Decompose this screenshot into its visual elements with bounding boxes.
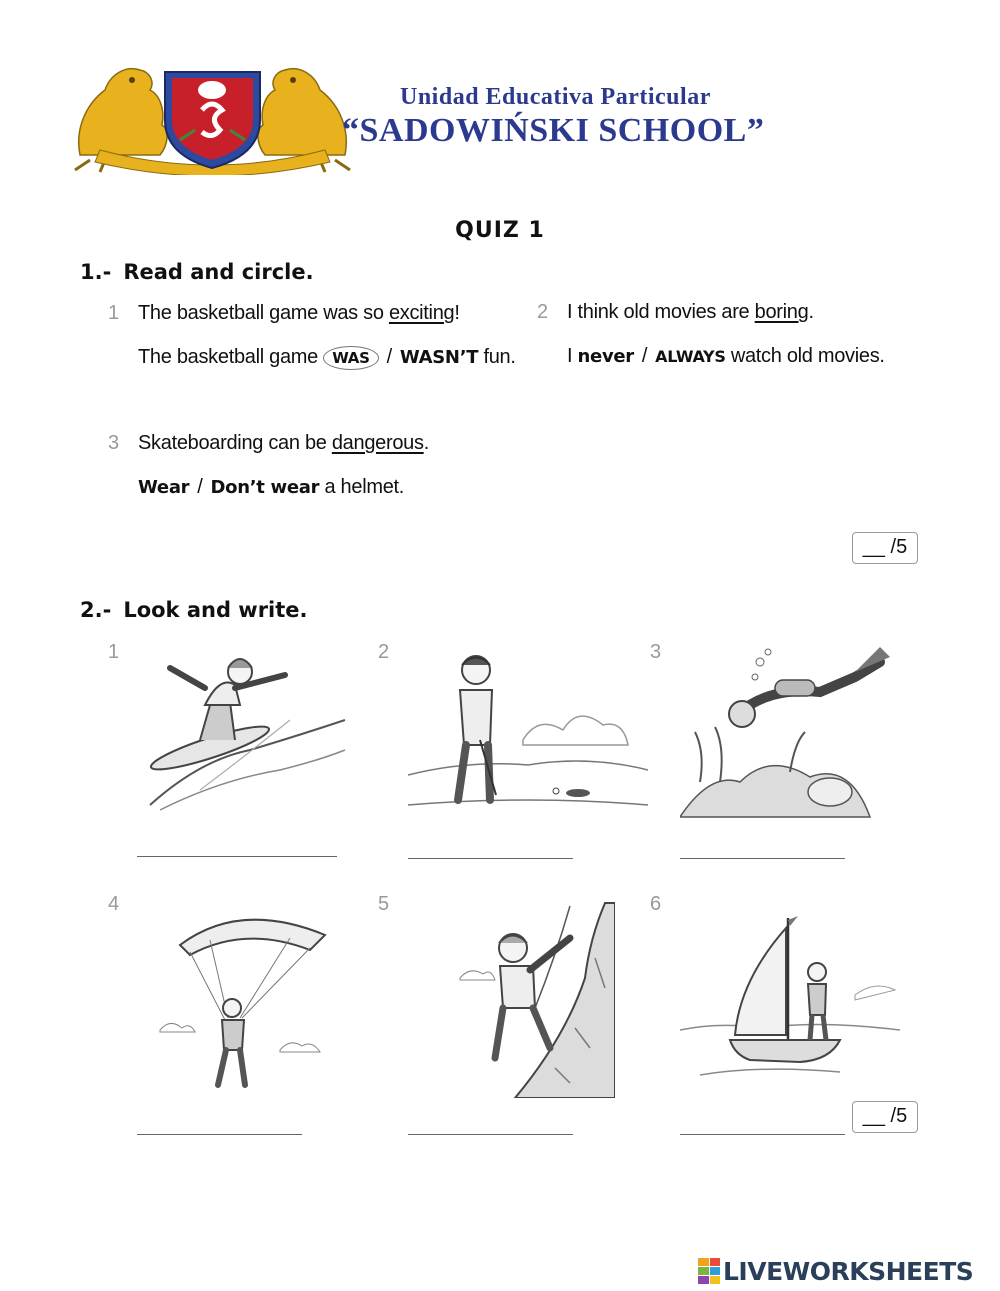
question1-sentence xyxy=(138,302,460,325)
picture-number: 6 xyxy=(650,893,662,915)
picture-number: 1 xyxy=(108,641,120,663)
picture-number: 3 xyxy=(650,641,662,663)
section1-heading xyxy=(80,260,314,284)
option-wasnt[interactable]: WASN’T xyxy=(399,347,479,368)
answer-line-6[interactable] xyxy=(680,1134,845,1135)
answer-line-3[interactable] xyxy=(680,858,845,859)
section2-number: 2.- xyxy=(80,598,112,622)
option-separator: / xyxy=(386,346,392,368)
option-separator: / xyxy=(641,345,648,367)
school-subtitle: Unidad Educativa Particular xyxy=(400,84,711,110)
question-number: 3 xyxy=(108,432,120,454)
section1-title: Read and circle. xyxy=(123,260,314,284)
question-number: 1 xyxy=(108,302,120,324)
question1-answer xyxy=(138,346,516,370)
picture-number: 2 xyxy=(378,641,390,663)
sentence-text: I think old movies are xyxy=(567,301,755,323)
option-wear[interactable]: Wear xyxy=(138,477,190,498)
picture-number: 5 xyxy=(378,893,390,915)
sentence-text: Skateboarding can be xyxy=(138,432,332,454)
sentence-text: . xyxy=(808,301,814,323)
liveworksheets-logo-icon xyxy=(698,1258,720,1284)
quiz-title: QUIZ 1 xyxy=(455,218,545,243)
question2-sentence xyxy=(567,301,814,324)
section2-title: Look and write. xyxy=(123,598,308,622)
golfing-icon xyxy=(408,645,648,815)
answer-text: fun. xyxy=(478,346,516,368)
rock-climbing-icon xyxy=(455,898,615,1098)
section2-score-box[interactable]: __ /5 xyxy=(852,1101,918,1133)
picture-number: 4 xyxy=(108,893,120,915)
answer-line-1[interactable] xyxy=(137,856,337,857)
section1-number: 1.- xyxy=(80,260,112,284)
answer-line-2[interactable] xyxy=(408,858,573,859)
option-always[interactable]: ALWAYS xyxy=(655,347,726,366)
sailing-icon xyxy=(680,910,900,1090)
answer-line-4[interactable] xyxy=(137,1134,302,1135)
answer-text: I xyxy=(567,345,578,367)
answer-text: The basketball game xyxy=(138,346,324,368)
school-name: “SADOWIŃSKI SCHOOL” xyxy=(342,112,765,149)
answer-line-5[interactable] xyxy=(408,1134,573,1135)
answer-text: a helmet. xyxy=(319,476,405,498)
school-crest-icon xyxy=(70,60,355,175)
scuba-diving-icon xyxy=(680,632,890,822)
option-never[interactable]: never xyxy=(577,346,634,367)
section2-heading xyxy=(80,598,308,622)
key-word: exciting xyxy=(388,302,455,324)
question3-sentence xyxy=(138,432,429,455)
section1-score-box[interactable]: __ /5 xyxy=(852,532,918,564)
question2-answer xyxy=(567,345,885,368)
liveworksheets-logo-text: LIVEWORKSHEETS xyxy=(723,1256,974,1286)
sentence-text: . xyxy=(423,432,429,454)
question-number: 2 xyxy=(537,301,549,323)
paragliding-icon xyxy=(150,900,335,1095)
key-word: boring xyxy=(754,301,809,323)
option-separator: / xyxy=(197,476,203,498)
sentence-text: ! xyxy=(454,302,460,324)
question3-answer xyxy=(138,476,404,499)
option-was-circled[interactable]: WAS xyxy=(323,346,378,370)
answer-text: watch old movies. xyxy=(725,345,885,367)
liveworksheets-logo[interactable] xyxy=(698,1256,973,1286)
snowboarding-icon xyxy=(140,640,350,815)
key-word: dangerous xyxy=(331,432,424,454)
sentence-text: The basketball game was so xyxy=(138,302,389,324)
school-header xyxy=(70,60,930,175)
option-dont-wear[interactable]: Don’t wear xyxy=(210,477,320,498)
